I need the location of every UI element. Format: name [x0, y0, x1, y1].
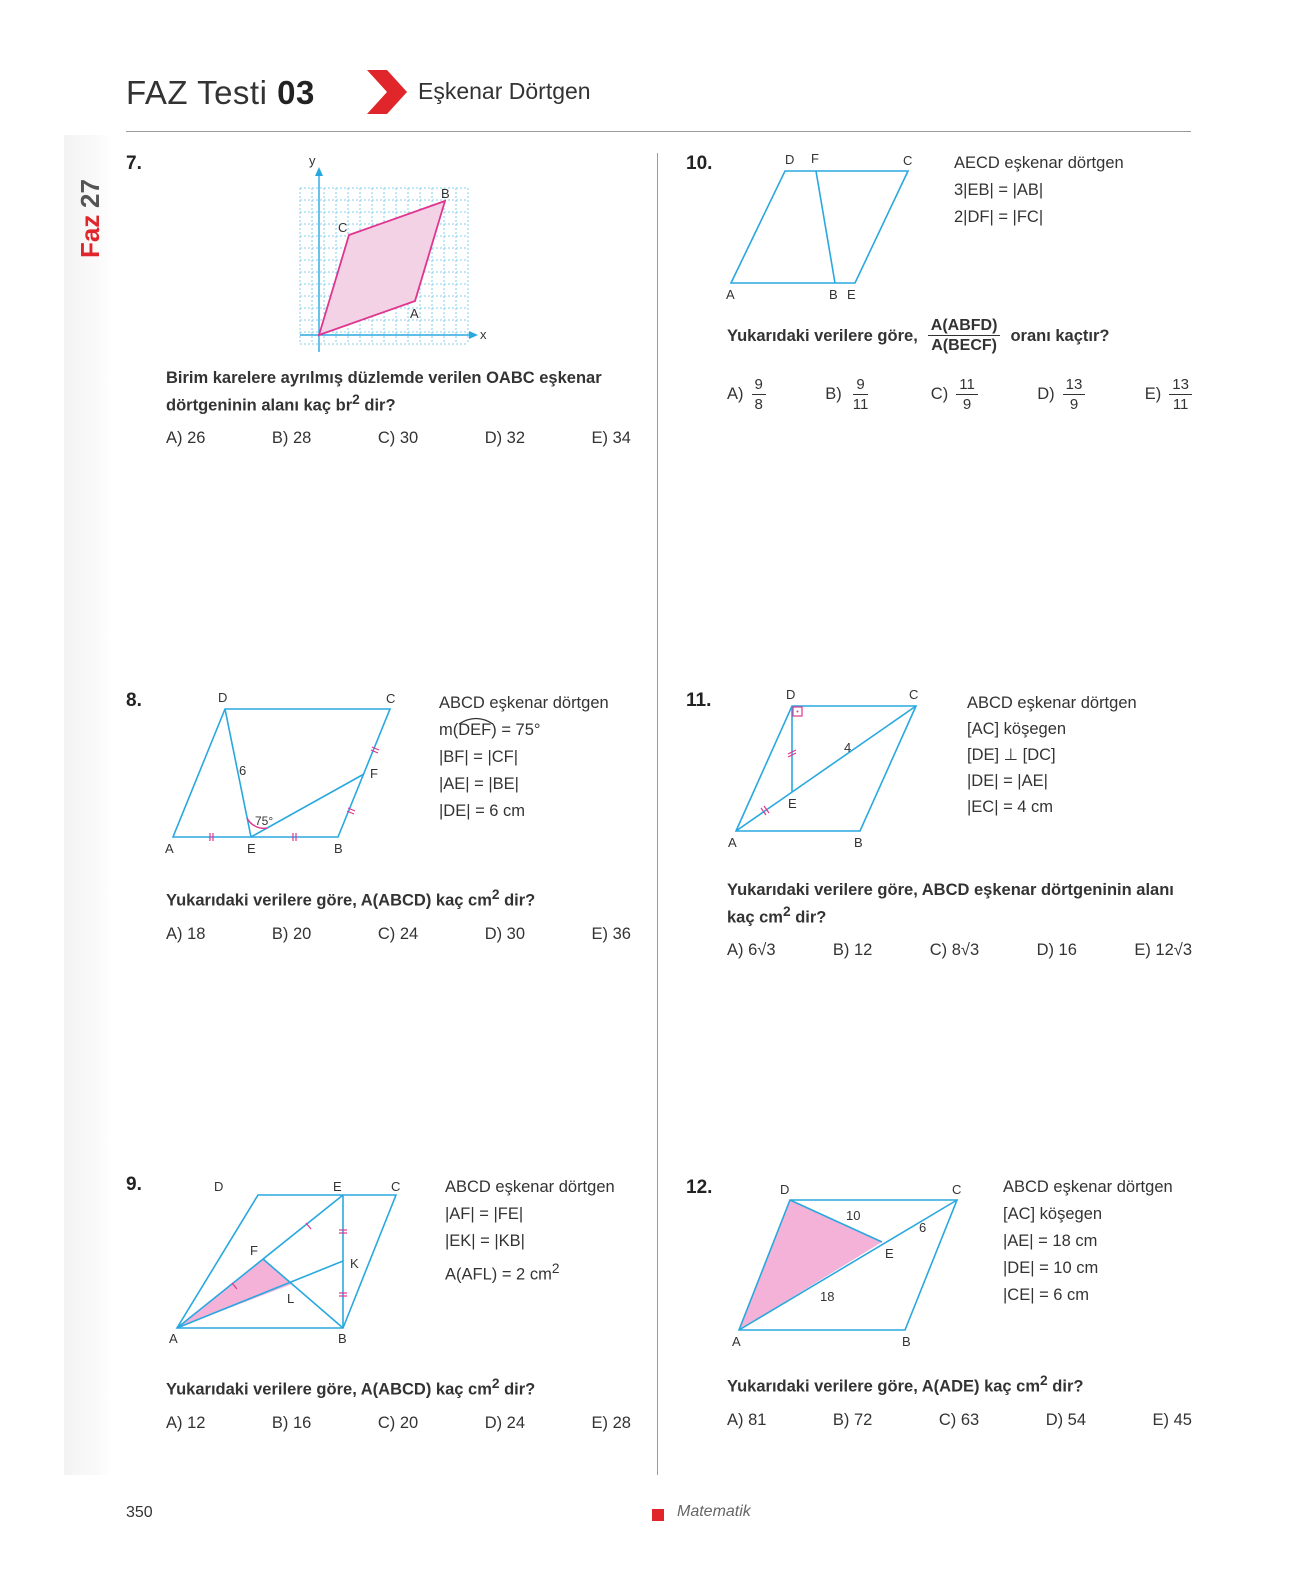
- option-c[interactable]: C) 30: [377, 429, 419, 447]
- subject-label: Matematik: [677, 1503, 751, 1520]
- test-number: 03: [277, 74, 315, 111]
- question-9-options: [166, 1414, 631, 1433]
- point-e-label: E: [847, 287, 856, 302]
- question-11-text: [727, 879, 1197, 929]
- point-c-label: C: [909, 687, 919, 702]
- question-8-figure: [163, 690, 403, 860]
- q8-text-post: dir?: [499, 891, 536, 910]
- point-c-label: C: [903, 153, 913, 168]
- point-b-label: B: [338, 1331, 347, 1345]
- option-d[interactable]: D) 24: [484, 1414, 526, 1432]
- segment-de: [225, 709, 251, 837]
- option-d[interactable]: D) 32: [484, 429, 526, 447]
- chevron-right-icon: [365, 68, 409, 116]
- given-line: m(DEF) = 75°: [439, 721, 541, 739]
- numerator: 13: [1063, 375, 1086, 395]
- given-line: |EK| = |KB|: [445, 1232, 525, 1250]
- denominator: 11: [1172, 396, 1189, 413]
- q11-text-pre: kaç cm: [727, 908, 783, 927]
- option-e[interactable]: E) 28: [591, 1414, 631, 1432]
- point-c-label: C: [386, 691, 396, 706]
- question-9-text: [166, 1373, 535, 1401]
- option-label: C): [930, 385, 949, 403]
- header-divider: [126, 131, 1191, 132]
- option-fraction: [850, 375, 872, 414]
- point-e-label: E: [788, 796, 797, 811]
- given-line: ABCD eşkenar dörtgen: [967, 694, 1137, 712]
- question-9-number: 9.: [126, 1174, 142, 1195]
- option-b[interactable]: B) 28: [271, 429, 312, 447]
- option-fraction: [956, 375, 978, 414]
- point-c-label: C: [391, 1179, 401, 1194]
- option-d[interactable]: [1037, 375, 1085, 414]
- option-b[interactable]: B) 16: [271, 1414, 312, 1432]
- question-7-text-line2: [166, 389, 631, 417]
- question-10-options: [727, 375, 1192, 414]
- diagonal-ac: [736, 706, 916, 831]
- length-ae-label: 18: [820, 1289, 835, 1304]
- option-a[interactable]: A) 26: [166, 429, 206, 447]
- given-line: [DE] ⊥ [DC]: [967, 746, 1056, 764]
- point-b-label: B: [441, 186, 450, 201]
- question-11-given: [967, 690, 1137, 820]
- option-e[interactable]: E) 12√3: [1134, 941, 1192, 959]
- x-axis-arrow-icon: [469, 331, 478, 339]
- numerator: 9: [752, 375, 766, 395]
- numerator: 13: [1169, 375, 1192, 395]
- given-line: 2|DF| = |FC|: [954, 208, 1044, 226]
- point-a-label: A: [732, 1334, 741, 1348]
- q12-text-pre: Yukarıdaki verilere göre, A(ADE) kaç cm: [727, 1377, 1041, 1396]
- option-a[interactable]: A) 6√3: [727, 941, 776, 959]
- rhombus-abcd: [173, 709, 390, 837]
- option-c[interactable]: C) 20: [377, 1414, 419, 1432]
- given-line: ABCD eşkenar dörtgen: [1003, 1178, 1173, 1196]
- numerator: 9: [853, 375, 867, 395]
- option-d[interactable]: D) 30: [484, 925, 526, 943]
- q9-text-sup: 2: [491, 1376, 500, 1391]
- q10-ratio-numerator: A(ABFD): [928, 316, 1001, 336]
- subject-square-icon: [652, 1509, 664, 1521]
- q11-text-line2: [727, 901, 1197, 929]
- point-c-label: C: [338, 220, 348, 235]
- given-line: ABCD eşkenar dörtgen: [439, 694, 609, 712]
- question-10-figure: [715, 150, 925, 310]
- q10-text-pre: Yukarıdaki verilere göre,: [727, 326, 918, 345]
- given-line: [445, 1255, 615, 1289]
- question-7-figure: [290, 155, 495, 365]
- q11-text-line1: Yukarıdaki verilere göre, ABCD eşkenar dörtgeninin alanı: [727, 881, 1174, 899]
- given-line: [AC] köşegen: [1003, 1205, 1103, 1223]
- question-8-text: [166, 884, 535, 912]
- faz-logo-text: Faz: [75, 214, 105, 258]
- segment-fb: [816, 171, 835, 283]
- point-b-label: B: [829, 287, 838, 302]
- given-line: AECD eşkenar dörtgen: [954, 154, 1124, 172]
- given-line: |CE| = 6 cm: [1003, 1286, 1090, 1304]
- q7-text-part: dörtgeninin alanı kaç br: [166, 396, 353, 415]
- point-d-label: D: [214, 1179, 224, 1194]
- q12-text-post: dir?: [1047, 1377, 1084, 1396]
- option-b[interactable]: B) 20: [271, 925, 312, 943]
- denominator: 8: [754, 396, 763, 413]
- option-c[interactable]: C) 24: [377, 925, 419, 943]
- angle-label: 75°: [255, 814, 274, 828]
- question-8-number: 8.: [126, 690, 142, 711]
- denominator: 11: [852, 396, 869, 413]
- given-line: ABCD eşkenar dörtgen: [445, 1178, 615, 1196]
- option-a[interactable]: A) 12: [166, 1414, 206, 1432]
- point-f-label: F: [811, 151, 819, 166]
- question-12-given: [1003, 1174, 1173, 1309]
- length-de-label: 6: [239, 763, 247, 778]
- question-11-number: 11.: [686, 690, 712, 711]
- question-8-options: [166, 925, 631, 944]
- length-de-label: 10: [846, 1208, 861, 1223]
- test-title-prefix: FAZ Testi: [126, 74, 268, 111]
- point-d-label: D: [785, 152, 795, 167]
- question-7-number: 7.: [126, 153, 142, 174]
- denominator: 9: [962, 396, 972, 413]
- q11-text-sup: 2: [782, 904, 791, 919]
- option-e[interactable]: E) 45: [1152, 1411, 1192, 1429]
- point-l-label: L: [287, 1291, 295, 1306]
- point-a-label: A: [726, 287, 735, 302]
- question-11-options: [727, 941, 1192, 960]
- length-ec-label: 4: [844, 740, 852, 755]
- point-e-label: E: [247, 841, 256, 856]
- option-d[interactable]: D) 54: [1045, 1411, 1087, 1429]
- question-9-given: [445, 1174, 615, 1289]
- option-e[interactable]: E) 36: [591, 925, 631, 943]
- option-e[interactable]: E) 34: [591, 429, 631, 447]
- option-c[interactable]: C) 63: [938, 1411, 980, 1429]
- point-e-label: E: [333, 1179, 342, 1194]
- point-a-label: A: [165, 841, 174, 856]
- point-b-label: B: [902, 1334, 911, 1348]
- given-line: |AE| = 18 cm: [1003, 1232, 1098, 1250]
- question-10-number: 10.: [686, 153, 713, 174]
- question-8-given: [439, 690, 609, 825]
- given-line: |AF| = |FE|: [445, 1205, 524, 1223]
- q10-ratio-denominator: A(BECF): [931, 337, 997, 354]
- option-label: D): [1037, 385, 1055, 403]
- option-c[interactable]: C) 8√3: [929, 941, 980, 959]
- option-fraction: [1063, 375, 1086, 414]
- q8-text-sup: 2: [491, 887, 500, 902]
- question-7-text: [166, 367, 631, 417]
- question-12-text: [727, 1370, 1083, 1398]
- question-12-options: [727, 1411, 1192, 1430]
- page-number: 350: [126, 1504, 153, 1521]
- q11-text-post: dir?: [790, 908, 827, 927]
- arc-hat-icon: [457, 715, 495, 725]
- side-strip: [64, 135, 112, 1475]
- question-10-text: [727, 316, 1109, 355]
- numerator: 11: [956, 375, 978, 395]
- option-fraction: [1169, 375, 1192, 414]
- point-a-label: A: [169, 1331, 178, 1345]
- length-ce-label: 6: [919, 1220, 927, 1235]
- q9-text-post: dir?: [499, 1380, 536, 1399]
- point-k-label: K: [350, 1256, 359, 1271]
- q9-text-pre: Yukarıdaki verilere göre, A(ABCD) kaç cm: [166, 1380, 492, 1399]
- option-a[interactable]: A) 81: [727, 1411, 767, 1429]
- x-axis-label: x: [480, 327, 487, 342]
- given-line: 3|EB| = |AB|: [954, 181, 1044, 199]
- option-c[interactable]: [931, 375, 978, 414]
- given-area-pre: A(AFL) = 2 cm: [445, 1265, 552, 1284]
- denominator: 9: [1069, 396, 1079, 413]
- option-b[interactable]: [825, 375, 871, 414]
- column-divider: [657, 153, 658, 1475]
- option-a[interactable]: A) 18: [166, 925, 206, 943]
- option-b[interactable]: B) 12: [832, 941, 873, 959]
- given-line: |BF| = |CF|: [439, 748, 519, 766]
- given-line: |DE| = 10 cm: [1003, 1259, 1099, 1277]
- question-9-figure: [165, 1175, 425, 1345]
- point-a-label: A: [728, 835, 737, 850]
- right-angle-dot: [797, 711, 799, 713]
- q8-text-pre: Yukarıdaki verilere göre, A(ABCD) kaç cm: [166, 891, 492, 910]
- point-d-label: D: [786, 687, 796, 702]
- question-10-given: [954, 150, 1124, 231]
- test-title: [126, 74, 315, 112]
- question-7-options: [166, 429, 631, 448]
- point-b-label: B: [854, 835, 863, 850]
- point-a-label: A: [410, 306, 419, 321]
- option-d[interactable]: D) 16: [1036, 941, 1077, 959]
- given-line: |DE| = |AE|: [967, 772, 1048, 790]
- option-label: E): [1144, 385, 1162, 403]
- option-label: B): [825, 385, 842, 403]
- question-12-figure: [730, 1178, 980, 1348]
- question-7-text-line1: Birim karelere ayrılmış düzlemde verilen OABC eşkenar: [166, 369, 602, 387]
- question-12-number: 12.: [686, 1177, 713, 1198]
- q7-text-end: dir?: [359, 396, 396, 415]
- point-b-label: B: [334, 841, 343, 856]
- q10-ratio: [928, 316, 1001, 355]
- given-line: [AC] köşegen: [967, 720, 1067, 738]
- faz-number: 27: [75, 179, 105, 208]
- y-axis-arrow-icon: [315, 167, 323, 176]
- option-label: A): [727, 385, 744, 403]
- given-line: |EC| = 4 cm: [967, 798, 1054, 816]
- point-f-label: F: [370, 766, 378, 781]
- point-c-label: C: [952, 1182, 962, 1197]
- point-d-label: D: [780, 1182, 790, 1197]
- given-line: |DE| = 6 cm: [439, 802, 526, 820]
- q7-text-sup: 2: [352, 392, 360, 407]
- point-d-label: D: [218, 690, 228, 705]
- given-area-sup: 2: [551, 1261, 560, 1276]
- question-11-figure: [725, 685, 940, 850]
- given-line: |AE| = |BE|: [439, 775, 519, 793]
- q10-text-post: oranı kaçtır?: [1010, 326, 1110, 345]
- option-a[interactable]: [727, 375, 766, 414]
- q12-text-sup: 2: [1040, 1373, 1048, 1388]
- option-fraction: [752, 375, 766, 414]
- point-e-label: E: [885, 1246, 894, 1261]
- option-b[interactable]: B) 72: [832, 1411, 873, 1429]
- option-e[interactable]: [1145, 375, 1192, 414]
- point-f-label: F: [250, 1243, 258, 1258]
- test-subtitle: Eşkenar Dörtgen: [418, 78, 591, 104]
- y-axis-label: y: [309, 155, 316, 168]
- faz-side-logo: [72, 150, 106, 260]
